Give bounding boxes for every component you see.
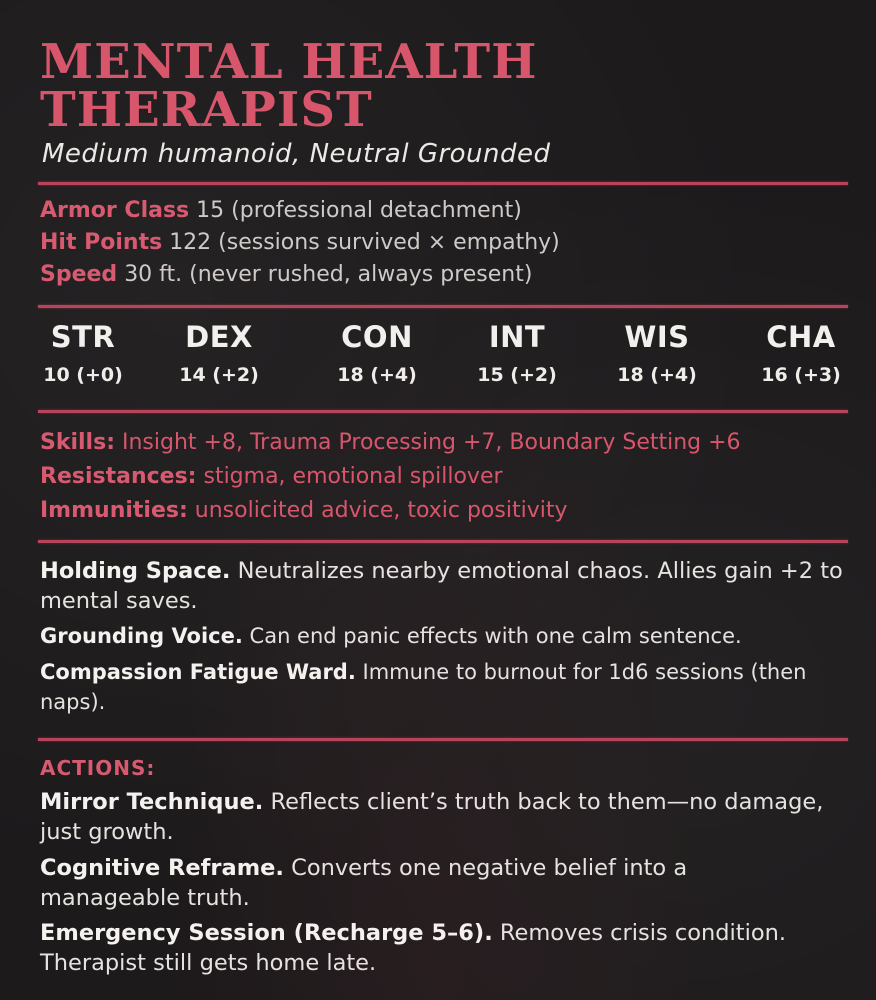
- ability-name: STR: [50, 320, 116, 354]
- immunities-value: unsolicited advice, toxic positivity: [194, 498, 568, 523]
- armor-class-label: Armor Class: [40, 198, 190, 223]
- resistances-label: Resistances:: [40, 464, 197, 489]
- ability-value: 15 (+2): [477, 364, 557, 386]
- action-emergency-session: [40, 918, 870, 978]
- action-name: Emergency Session (Recharge 5–6).: [40, 920, 493, 946]
- divider: [38, 305, 848, 308]
- speed-value: 30 ft. (never rushed, always present): [124, 262, 533, 287]
- resistances-line: [40, 464, 503, 489]
- feature-holding-space: [40, 556, 852, 616]
- ability-value: 14 (+2): [179, 364, 259, 386]
- ability-value: 18 (+4): [337, 364, 417, 386]
- feature-text: Neutralizes nearby emotional chaos. Allies gain +2 to mental saves.: [40, 558, 843, 614]
- ability-value: 18 (+4): [617, 364, 697, 386]
- ability-value: 16 (+3): [761, 364, 841, 386]
- skills-line: [40, 430, 741, 455]
- feature-compassion-fatigue-ward: [40, 657, 830, 717]
- page-title: [40, 34, 840, 138]
- speed-label: Speed: [40, 262, 118, 287]
- action-text: Removes crisis condition. Therapist still gets home late.: [40, 920, 787, 976]
- ability-value: 10 (+0): [43, 364, 123, 386]
- speed-line: [40, 262, 532, 287]
- resistances-value: stigma, emotional spillover: [203, 464, 503, 489]
- action-name: Cognitive Reframe.: [40, 855, 284, 881]
- feature-name: Compassion Fatigue Ward.: [40, 660, 356, 684]
- title-line-1: MENTAL HEALTH: [40, 34, 538, 90]
- ability-int: [462, 320, 572, 386]
- title-line-2: THERAPIST: [40, 82, 373, 138]
- ability-con: [322, 320, 432, 386]
- divider: [38, 410, 848, 413]
- creature-type: Medium humanoid, Neutral Grounded: [42, 139, 551, 169]
- action-cognitive-reframe: [40, 853, 820, 913]
- ability-cha: [746, 320, 856, 386]
- divider: [38, 738, 848, 741]
- hit-points-value: 122 (sessions survived × empathy): [169, 230, 560, 255]
- ability-name: CHA: [766, 320, 836, 354]
- feature-name: Grounding Voice.: [40, 624, 243, 648]
- armor-class-value: 15 (professional detachment): [196, 198, 522, 223]
- immunities-label: Immunities:: [40, 498, 188, 523]
- skills-label: Skills:: [40, 430, 115, 455]
- action-text: Converts one negative belief into a manageable truth.: [40, 855, 688, 911]
- action-mirror-technique: [40, 787, 855, 847]
- feature-text: Can end panic effects with one calm sentence.: [249, 624, 742, 648]
- ability-scores: [0, 320, 876, 400]
- ability-name: WIS: [624, 320, 690, 354]
- ability-name: DEX: [185, 320, 253, 354]
- armor-class-line: [40, 198, 522, 223]
- skills-value: Insight +8, Trauma Processing +7, Boundary Setting +6: [122, 430, 741, 455]
- hit-points-label: Hit Points: [40, 230, 163, 255]
- actions-heading: ACTIONS:: [40, 756, 156, 780]
- action-text: Reflects client’s truth back to them—no damage, just growth.: [40, 789, 824, 845]
- feature-grounding-voice: [40, 621, 852, 651]
- action-name: Mirror Technique.: [40, 789, 264, 815]
- feature-text: Immune to burnout for 1d6 sessions (then naps).: [40, 660, 807, 714]
- divider: [38, 182, 848, 185]
- divider: [38, 540, 848, 543]
- ability-name: CON: [341, 320, 413, 354]
- hit-points-line: [40, 230, 560, 255]
- immunities-line: [40, 498, 567, 523]
- ability-name: INT: [488, 320, 546, 354]
- ability-str: [28, 320, 138, 386]
- ability-wis: [602, 320, 712, 386]
- ability-dex: [164, 320, 274, 386]
- feature-name: Holding Space.: [40, 558, 231, 584]
